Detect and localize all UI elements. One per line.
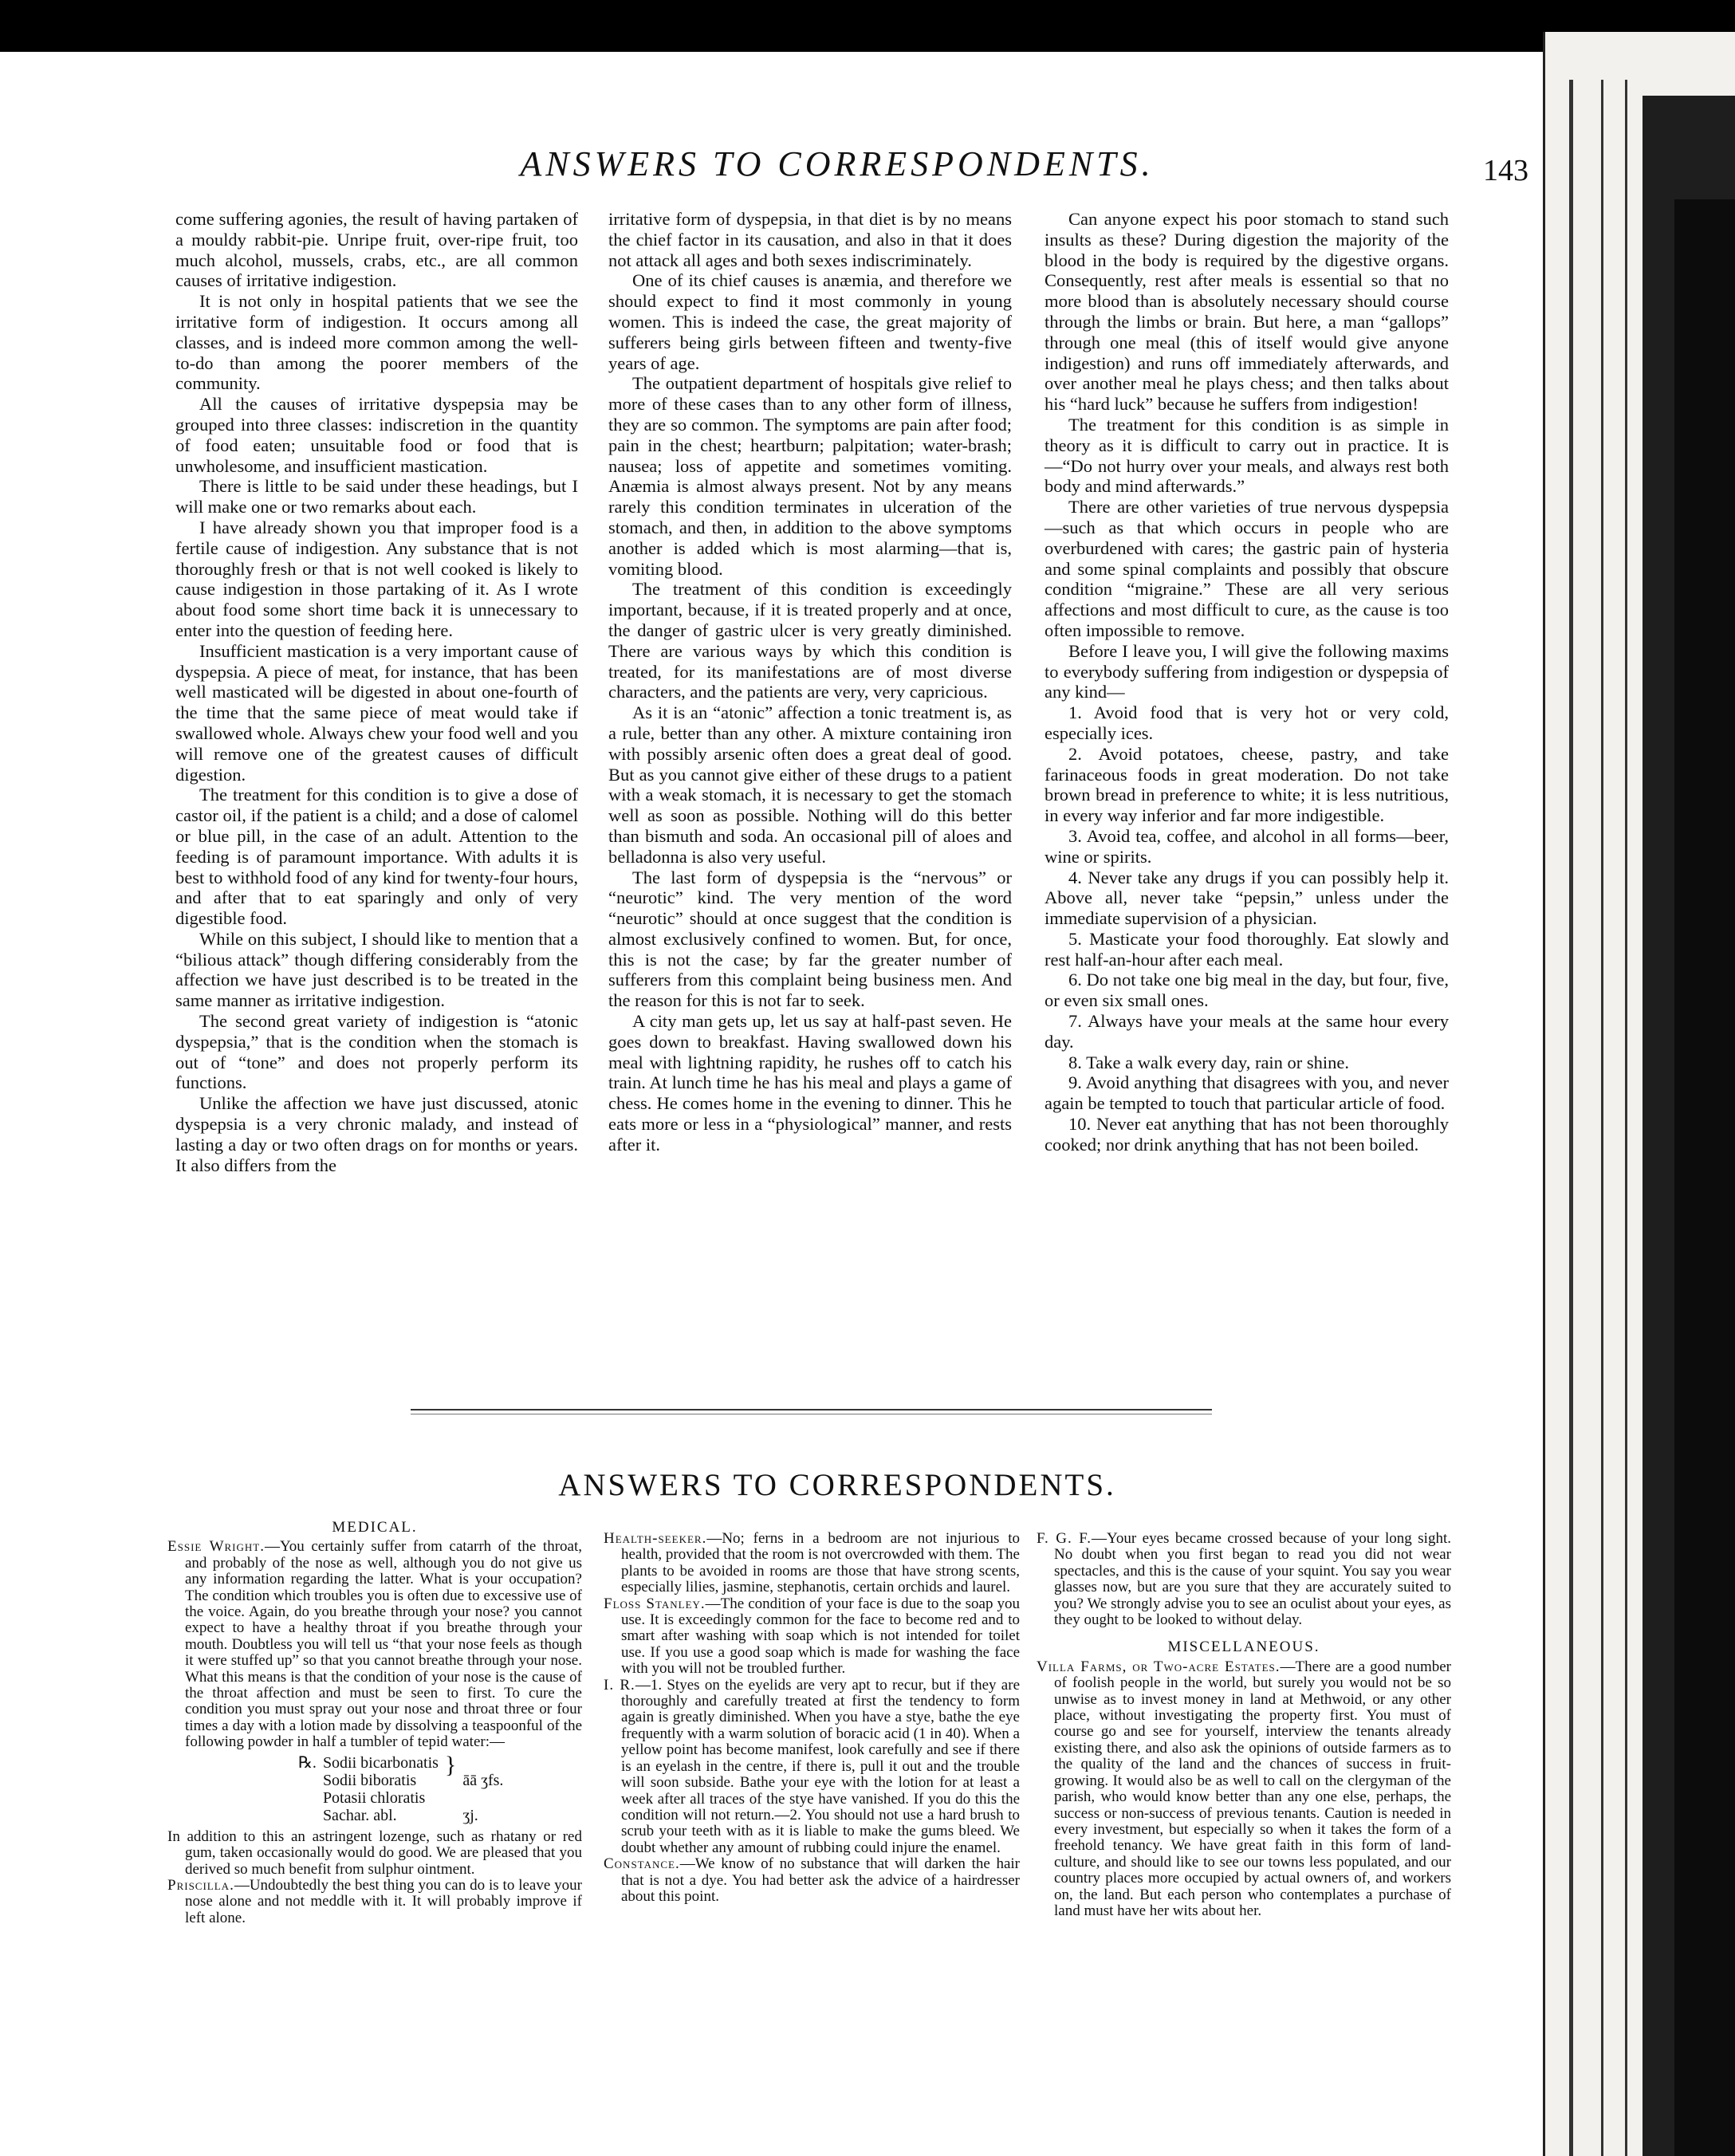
paragraph: It is not only in hospital patients that we see the irritative form of indigestion. It occurs among all classes, and is indeed more common among the well-to-do than among the poorer members of the community. (175, 291, 578, 394)
correspondent-name: Constance. (604, 1855, 680, 1873)
answer-text: —No; ferns in a bedroom are not injurious to health, provided that the room is not overcrowded with them. The plants to be avoided in rooms are those that have strong scents, especially lilies, jasmine, stephanotis, certain orchids and laurel. (621, 1530, 1020, 1596)
page-edge-line (1625, 80, 1627, 2156)
maxim: 5. Masticate your food thoroughly. Eat slowly and rest half-an-hour after each meal. (1045, 928, 1449, 970)
answer-text: —The condition of your face is due to the soap you use. It is exceedingly common for the face to become red and to smart after washing with soap which is not intended for toilet use. If you use a good soap which is made for washing the face with you will not be troubled further. (621, 1595, 1020, 1678)
article-column-3 (1045, 209, 1449, 1155)
maxim: 1. Avoid food that is very hot or very cold, especially ices. (1045, 702, 1449, 743)
maxim: 10. Never eat anything that has not been thoroughly cooked; nor drink anything that has not been boiled. (1045, 1114, 1449, 1155)
correspondent-name: Priscilla. (167, 1876, 234, 1894)
answers-column-2 (604, 1531, 1020, 1905)
answer-text: —Your eyes became crossed because of your long sight. No doubt when you first began to read you did not wear spectacles, and this is the cause of your squint. You say you wear glasses now, but are you sure that they are accurately suited to you? We strongly advise you to see an oculist about your eyes, as they ought to be looked to without delay. (1054, 1530, 1451, 1629)
paragraph: The treatment of this condition is exceedingly important, because, if it is treated properly and at once, the danger of gastric ulcer is very greatly diminished. There are various ways by which this condition is treated, for its manifestations are of most diverse characters, and the patients are very, very capricious. (608, 579, 1012, 702)
answer-health-seeker (604, 1531, 1020, 1596)
paragraph: There is little to be said under these headings, but I will make one or two remarks about each. (175, 476, 578, 517)
answer-essie-continued: In addition to this an astringent lozenge, such as rhatany or red gum, taken occasionally would do good. We are pleased that you derived so much benefit from sulphur ointment. (167, 1827, 582, 1878)
miscellaneous-heading: MISCELLANEOUS. (1167, 1639, 1320, 1656)
correspondent-name: Floss Stanley. (604, 1595, 706, 1612)
dose: āā ʒfs. (462, 1771, 504, 1789)
ingredient: Potasii chloratis (322, 1788, 426, 1807)
maxim: 9. Avoid anything that disagrees with you, and never again be tempted to touch that particular article of food. (1045, 1072, 1449, 1114)
paragraph: As it is an “atonic” affection a tonic treatment is, as a rule, better than any other. A mixture containing iron with possibly arsenic often does a great deal of good. But as you cannot give either of these drugs to a patient with a weak stomach, it is necessary to get the stomach well as soon as possible. Nothing will do this better than bismuth and soda. An occasional pill of aloes and belladonna is also very useful. (608, 702, 1012, 867)
paragraph: There are other varieties of true nervous dyspepsia—such as that which occurs in people who are overburdened with cares; the gastric pain of hysteria and some spinal complaints and possibly that obscure condition “migraine.” These are all very serious affections and most difficult to cure, as the cause is too often impossible to remove. (1045, 497, 1449, 640)
page-number: 143 (1483, 154, 1528, 187)
correspondent-name: Villa Farms, or Two-acre Estates. (1037, 1658, 1281, 1675)
dose: ʒj. (462, 1806, 478, 1824)
answers-column-1 (167, 1520, 582, 1926)
scan-top-border (0, 0, 1735, 52)
paragraph: irritative form of dyspepsia, in that diet is by no means the chief factor in its causation, and also in that it does not attack all ages and both sexes indiscriminately. (608, 209, 1012, 270)
paragraph: The treatment for this condition is as simple in theory as it is difficult to carry out in practice. It is—“Do not hurry over your meals, and always rest both body and mind afterwards.” (1045, 414, 1449, 497)
paragraph: The treatment for this condition is to give a dose of castor oil, if the patient is a child; and a dose of calomel or blue pill, in the case of an adult. Attention to the feeding is of paramount importance. With adults it is best to withhold food of any kind for twenty-four hours, and after that to eat sparingly and only of very digestible food. (175, 785, 578, 929)
answer-i-r (604, 1678, 1020, 1856)
ingredient: Sachar. abl. (322, 1806, 397, 1824)
answers-column-3 (1037, 1531, 1451, 1919)
maxim: 2. Avoid potatoes, cheese, pastry, and take farinaceous foods in great moderation. Do not take brown bread in preference to white; it is less nutritious, in every way inferior and far more indigestible. (1045, 743, 1449, 826)
paragraph: The second great variety of indigestion is “atonic dyspepsia,” that is the condition when the stomach is out of “tone” and does not properly perform its functions. (175, 1011, 578, 1093)
correspondent-name: F. G. F. (1037, 1530, 1092, 1547)
paragraph: come suffering agonies, the result of having partaken of a mouldy rabbit-pie. Unripe fruit, over-ripe fruit, too much alcohol, mussels, crabs, etc., are all common causes of irritative indigestion. (175, 209, 578, 291)
answer-text: —We know of no substance that will darken the hair that is not a dye. You had better ask the advice of a hairdresser about this point. (621, 1855, 1020, 1905)
paragraph: A city man gets up, let us say at half-past seven. He goes down to breakfast. Having swallowed down his meal with lightning rapidity, he rushes off to catch his train. At lunch time he has his meal and plays a game of chess. He comes home in the evening to dinner. This he eats more or less in a “physiological” manner, and rests after it. (608, 1011, 1012, 1155)
maxim: 4. Never take any drugs if you can possibly help it. Above all, never take “pepsin,” unless under the immediate supervision of a physician. (1045, 867, 1449, 929)
running-head: ANSWERS TO CORRESPONDENTS. (520, 144, 1155, 183)
paragraph: Unlike the affection we have just discussed, atonic dyspepsia is a very chronic malady, and instead of lasting a day or two often drags on for months or years. It also differs from the (175, 1093, 578, 1175)
page-edge-line (1601, 80, 1603, 2156)
paragraph: One of its chief causes is anæmia, and therefore we should expect to find it most commonly in young women. This is indeed the case, the great majority of sufferers being girls between fifteen and twenty-five years of age. (608, 270, 1012, 373)
answer-text: —There are a good number of foolish people in the world, but surely you would not be so unwise as to invest money in land at Methwoid, or any other place, without investigating the property first. You must of course go and see for yourself, interview the tenants already existing there, and also ask the opinions of outside farmers as to the quality of the land and the chances of success in fruit-growing. It would also be as well to call on the clergyman of the parish, who would know better than any one else, perhaps, the success or non-success of previous tenants. Caution is needed in every investment, but especially so when it takes the form of a freehold tenancy. We have great faith in this form of land-culture, and should like to see our towns less populated, and our country places more occupied by actual owners of, and workers on, the land. But each person who contemplates a purchase of land must have her wits about her. (1054, 1658, 1452, 1919)
section-divider (411, 1409, 1212, 1414)
maxim: 7. Always have your meals at the same hour every day. (1045, 1011, 1449, 1052)
brace-symbol: } (444, 1751, 457, 1778)
section-title: ANSWERS TO CORRESPONDENTS. (558, 1468, 1116, 1502)
answer-essie-wright (167, 1539, 582, 1750)
answer-text: —You certainly suffer from catarrh of the throat, and probably of the nose as well, although you do not give us any information regarding the latter. What is your occupation? The condition which troubles you is often due to excessive use of the voice. Again, do you breathe through your nose? you cannot expect to have a healthy throat if you breathe through your mouth. Doubtless you will tell us “that your nose feels as though it were stuffed up” so that you cannot breathe through your nose. What this means is that the condition of your nose is the cause of the throat affection and must be seen to first. To cure the condition you must spray out your nose and throat three or four times a day with a lotion made by dissolving a teaspoonful of the following powder in half a tumbler of tepid water:— (185, 1538, 582, 1751)
maxim: 6. Do not take one big meal in the day, but four, five, or even six small ones. (1045, 970, 1449, 1011)
paragraph: Can anyone expect his poor stomach to stand such insults as these? During digestion the majority of the blood in the body is required by the digestive organs. Consequently, rest after meals is essential so that no more blood than is absolutely necessary should course through the limbs or brain. But here, a man “gallops” through one meal (this of itself would give anyone indigestion) and runs off immediately afterwards, and over another meal he plays chess; and then talks about his “hard luck” because he suffers from indigestion! (1045, 209, 1449, 415)
rx-symbol: ℞. (298, 1753, 317, 1772)
answer-f-g-f (1037, 1531, 1451, 1628)
maxim: 8. Take a walk every day, rain or shine. (1068, 1052, 1350, 1072)
page-edge-line (1569, 80, 1573, 2156)
paragraph: The outpatient department of hospitals give relief to more of these cases than to any other form of illness, they are so common. The symptoms are pain after food; pain in the chest; heartburn; palpitation; water-brash; nausea; loss of appetite and sometimes vomiting. Anæmia is almost always present. Not by any means rarely this condition terminates in ulceration of the stomach, and then, in addition to the above symptoms another is added which is most alarming—that is, vomiting blood. (608, 373, 1012, 579)
answer-constance (604, 1856, 1020, 1905)
prescription-formula (295, 1751, 582, 1824)
paragraph: All the causes of irritative dyspepsia may be grouped into three classes: indiscretion in the quantity of food eaten; unsuitable food or food that is unwholesome, and insufficient mastication. (175, 394, 578, 476)
answer-priscilla (167, 1878, 582, 1926)
answer-text: —Undoubtedly the best thing you can do is to leave your nose alone and not meddle with it. It will probably improve if left alone. (185, 1876, 582, 1926)
ingredient: Sodii biboratis (322, 1771, 417, 1789)
answer-floss-stanley (604, 1596, 1020, 1678)
paragraph: Insufficient mastication is a very important cause of dyspepsia. A piece of meat, for instance, that has been well masticated will be digested in about one-fourth of the time that the same piece of meat would take if swallowed whole. Always chew your food well and you will remove one of the greatest causes of difficult digestion. (175, 640, 578, 785)
maxim: 3. Avoid tea, coffee, and alcohol in all forms—beer, wine or spirits. (1045, 825, 1449, 867)
paragraph: The last form of dyspepsia is the “nervous” or “neurotic” kind. The very mention of the word “neurotic” should at once suggest that the condition is almost exclusively confined to women. But, for once, this is not the case; by far the greater number of sufferers from this complaint being business men. And the reason for this is not far to seek. (608, 867, 1012, 1011)
medical-heading: MEDICAL. (332, 1519, 418, 1536)
ingredient: Sodii bicarbonatis (322, 1753, 439, 1772)
paragraph: While on this subject, I should like to mention that a “bilious attack” though differing considerably from the affection we have just described is to be treated in the same manner as irritative indigestion. (175, 928, 578, 1011)
correspondent-name: Health-seeker. (604, 1530, 707, 1547)
article-column-2 (608, 209, 1012, 1155)
article-column-1 (175, 209, 578, 1175)
correspondent-name: Essie Wright. (167, 1538, 265, 1556)
paragraph: Before I leave you, I will give the following maxims to everybody suffering from indigestion or dyspepsia of any kind— (1045, 640, 1449, 702)
correspondent-name: I. R. (604, 1676, 635, 1694)
answer-text: —1. Styes on the eyelids are very apt to recur, but if they are thoroughly and carefully treated at first the tendency to form again is greatly diminished. When you have a stye, bathe the eye frequently with a warm solution of boracic acid (1 in 40). When a yellow point has become manifest, look carefully and see if there is an eyelash in the centre, if there is, pull it out and the trouble will soon subside. Bathe your eye with the lotion for at least a week after all traces of the stye have vanished. If you do this the condition will not return.—2. You should not use a hard brush to scrub your teeth with as it is liable to make the gums bleed. We doubt whether any amount of rubbing could injure the enamel. (621, 1676, 1020, 1856)
answer-villa-farms (1037, 1659, 1451, 1920)
paragraph: I have already shown you that improper food is a fertile cause of indigestion. Any substance that is not thoroughly fresh or that is not well cooked is likely to cause indigestion in those partaking of it. As I wrote about food some short time back it is unnecessary to enter into the question of feeding here. (175, 517, 578, 640)
book-binding-shadow (1674, 199, 1735, 2156)
